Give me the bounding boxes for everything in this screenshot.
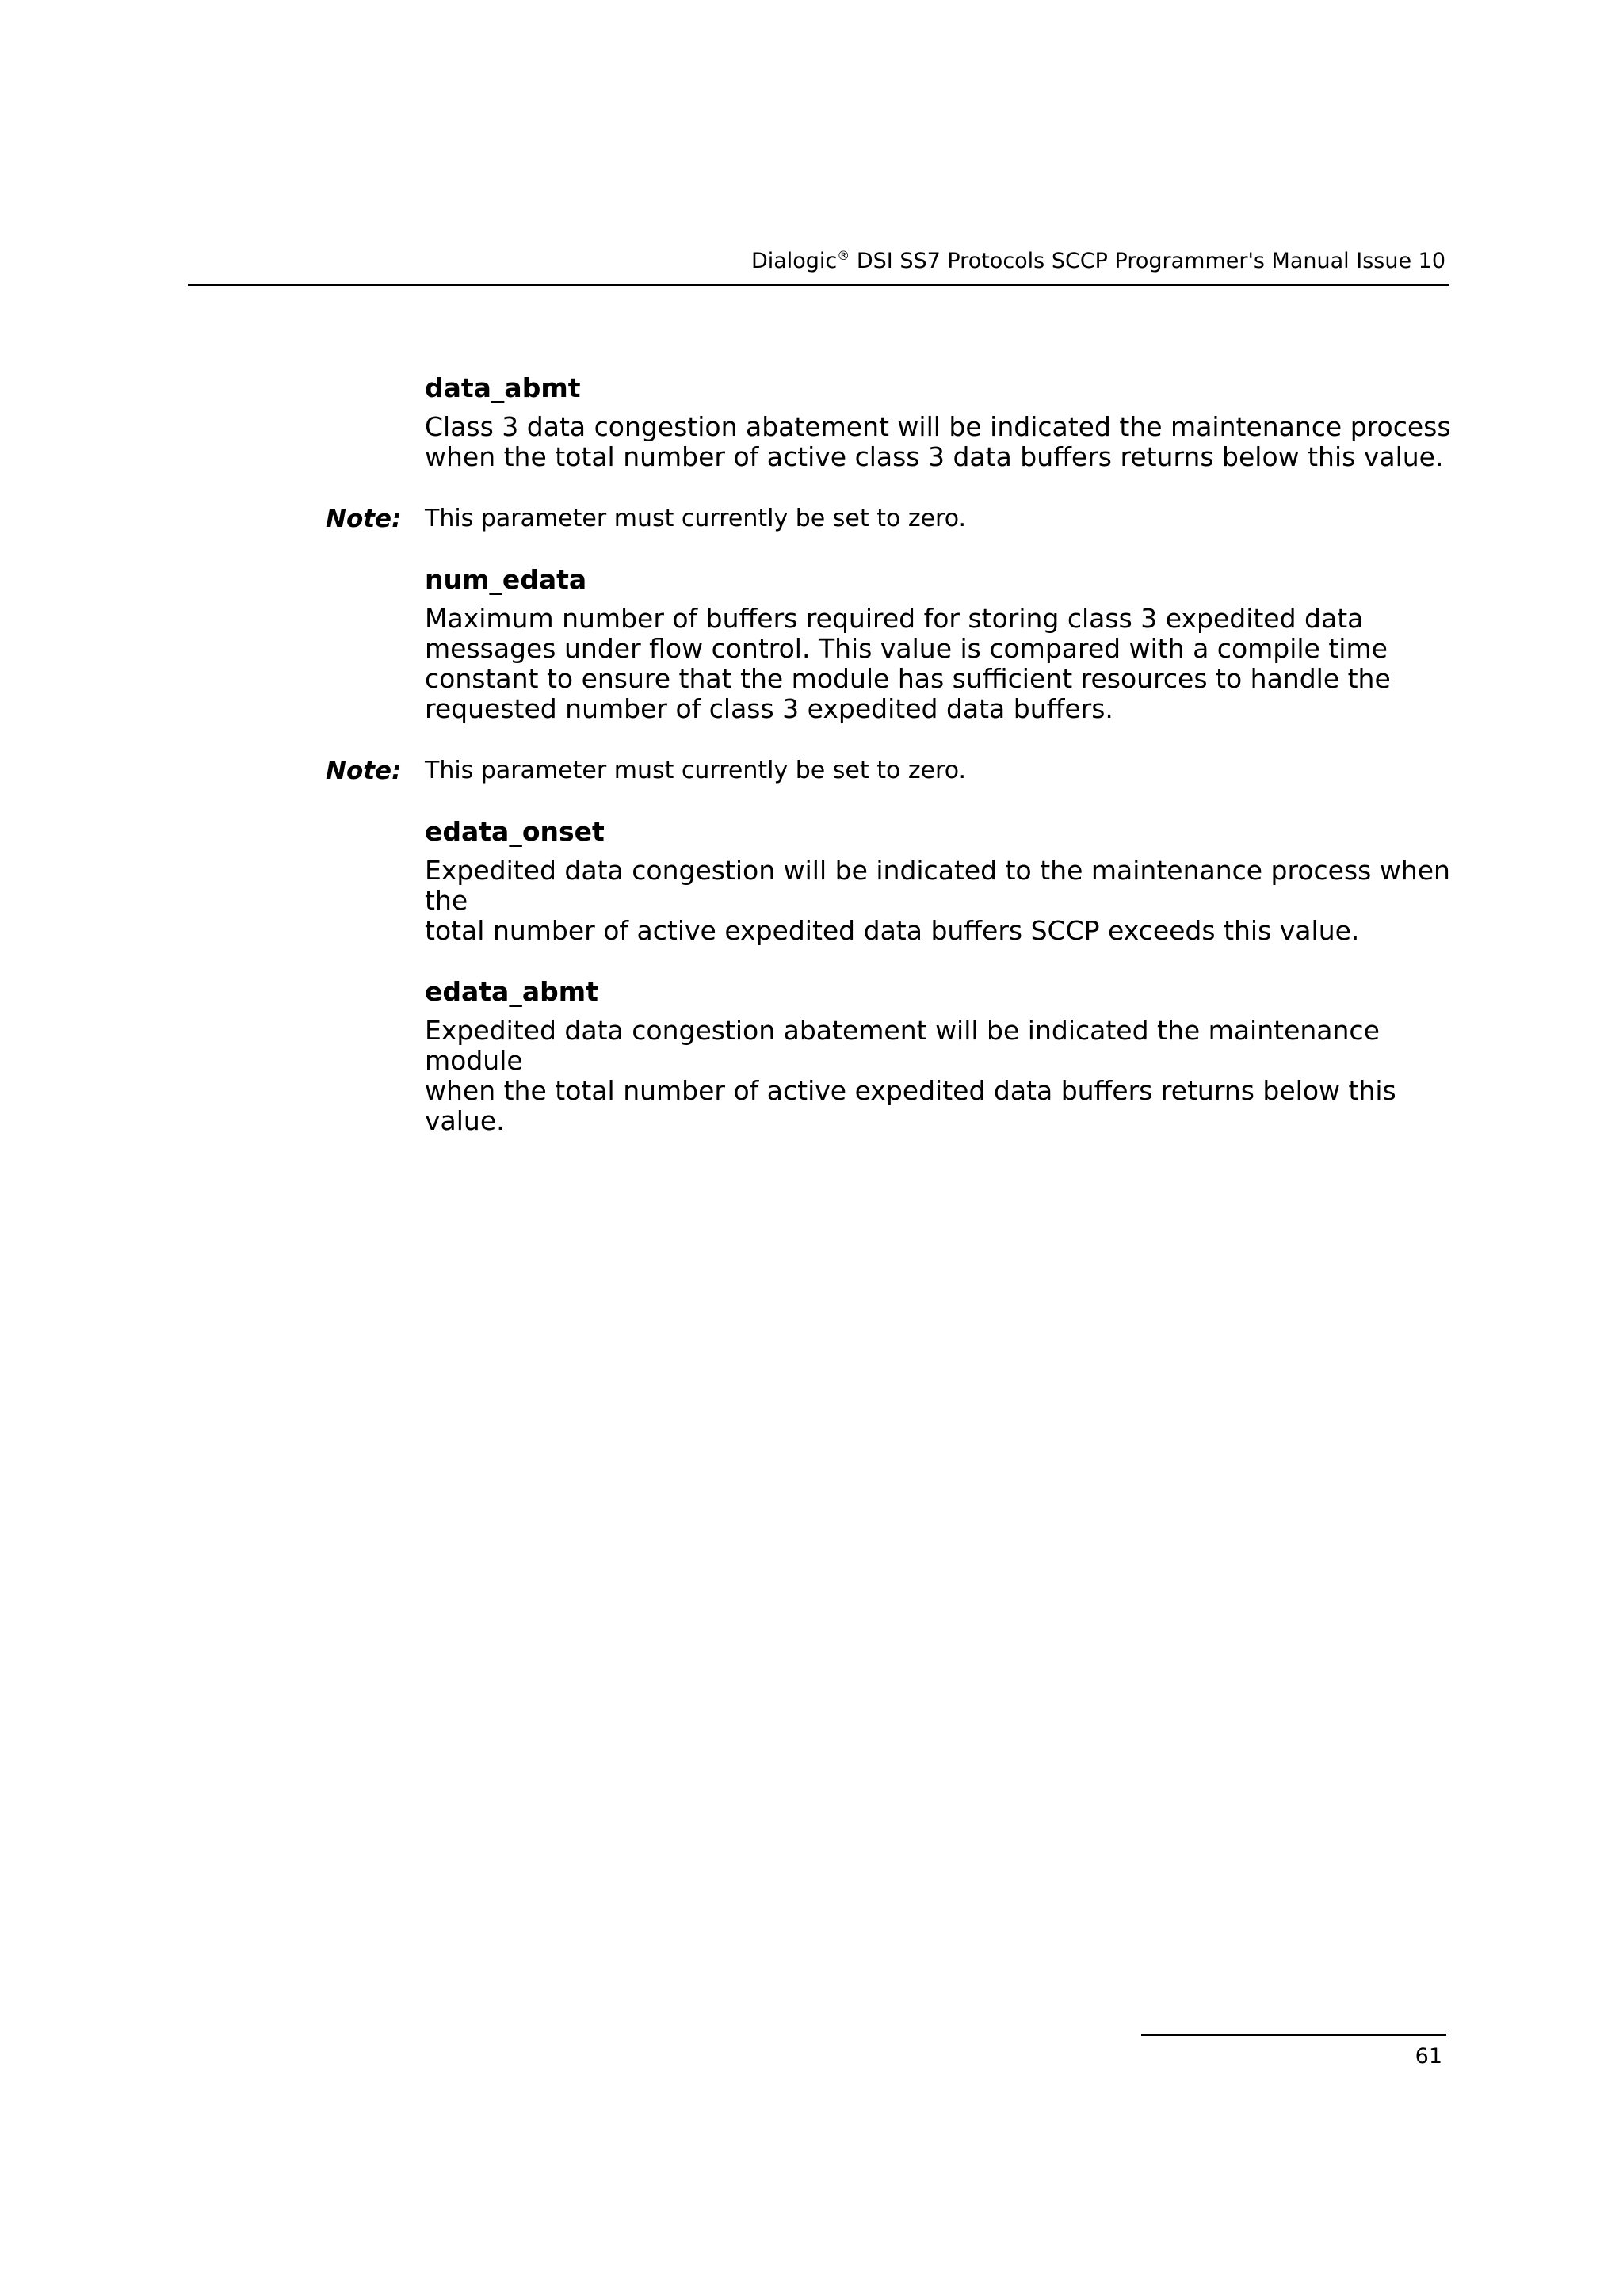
note-block bbox=[326, 756, 1455, 786]
param-edata-onset bbox=[425, 816, 1455, 946]
note-label: Note: bbox=[326, 757, 402, 785]
param-description: Maximum number of buffers required for storing class 3 expedited data messages under flow control. This value is compared with a compile time constant to ensure that the module has sufficient resources to handle the requested number of class 3 expedited data buffers. bbox=[425, 603, 1391, 724]
note-text: This parameter must currently be set to zero. bbox=[425, 505, 967, 532]
header-rule bbox=[188, 284, 1449, 286]
param-description: Class 3 data congestion abatement will be indicated the maintenance process when the total number of active class 3 data buffers returns below this value. bbox=[425, 411, 1451, 472]
param-edata-abmt bbox=[425, 976, 1455, 1136]
page-content bbox=[326, 372, 1455, 1136]
param-name: edata_abmt bbox=[425, 976, 598, 1007]
param-name: num_edata bbox=[425, 564, 587, 595]
note-block bbox=[326, 504, 1455, 534]
running-header bbox=[751, 248, 1445, 275]
param-name: data_abmt bbox=[425, 372, 581, 403]
header-title: DSI SS7 Protocols SCCP Programmer's Manual Issue 10 bbox=[850, 249, 1445, 273]
note-text: This parameter must currently be set to zero. bbox=[425, 757, 967, 784]
note-label: Note: bbox=[326, 505, 402, 533]
param-description: Expedited data congestion will be indicated to the maintenance process when the total number of active expedited data buffers SCCP exceeds this value. bbox=[425, 855, 1450, 946]
header-brand: Dialogic bbox=[750, 249, 838, 273]
registered-mark: ® bbox=[837, 248, 850, 263]
param-name: edata_onset bbox=[425, 816, 605, 847]
param-num-edata bbox=[425, 564, 1455, 724]
page-number: 61 bbox=[1415, 2044, 1442, 2069]
param-description: Expedited data congestion abatement will be indicated the maintenance module when the total number of active expedited data buffers returns below this value. bbox=[425, 1015, 1396, 1136]
param-data-abmt bbox=[425, 372, 1455, 472]
footer-rule bbox=[1141, 2034, 1446, 2036]
